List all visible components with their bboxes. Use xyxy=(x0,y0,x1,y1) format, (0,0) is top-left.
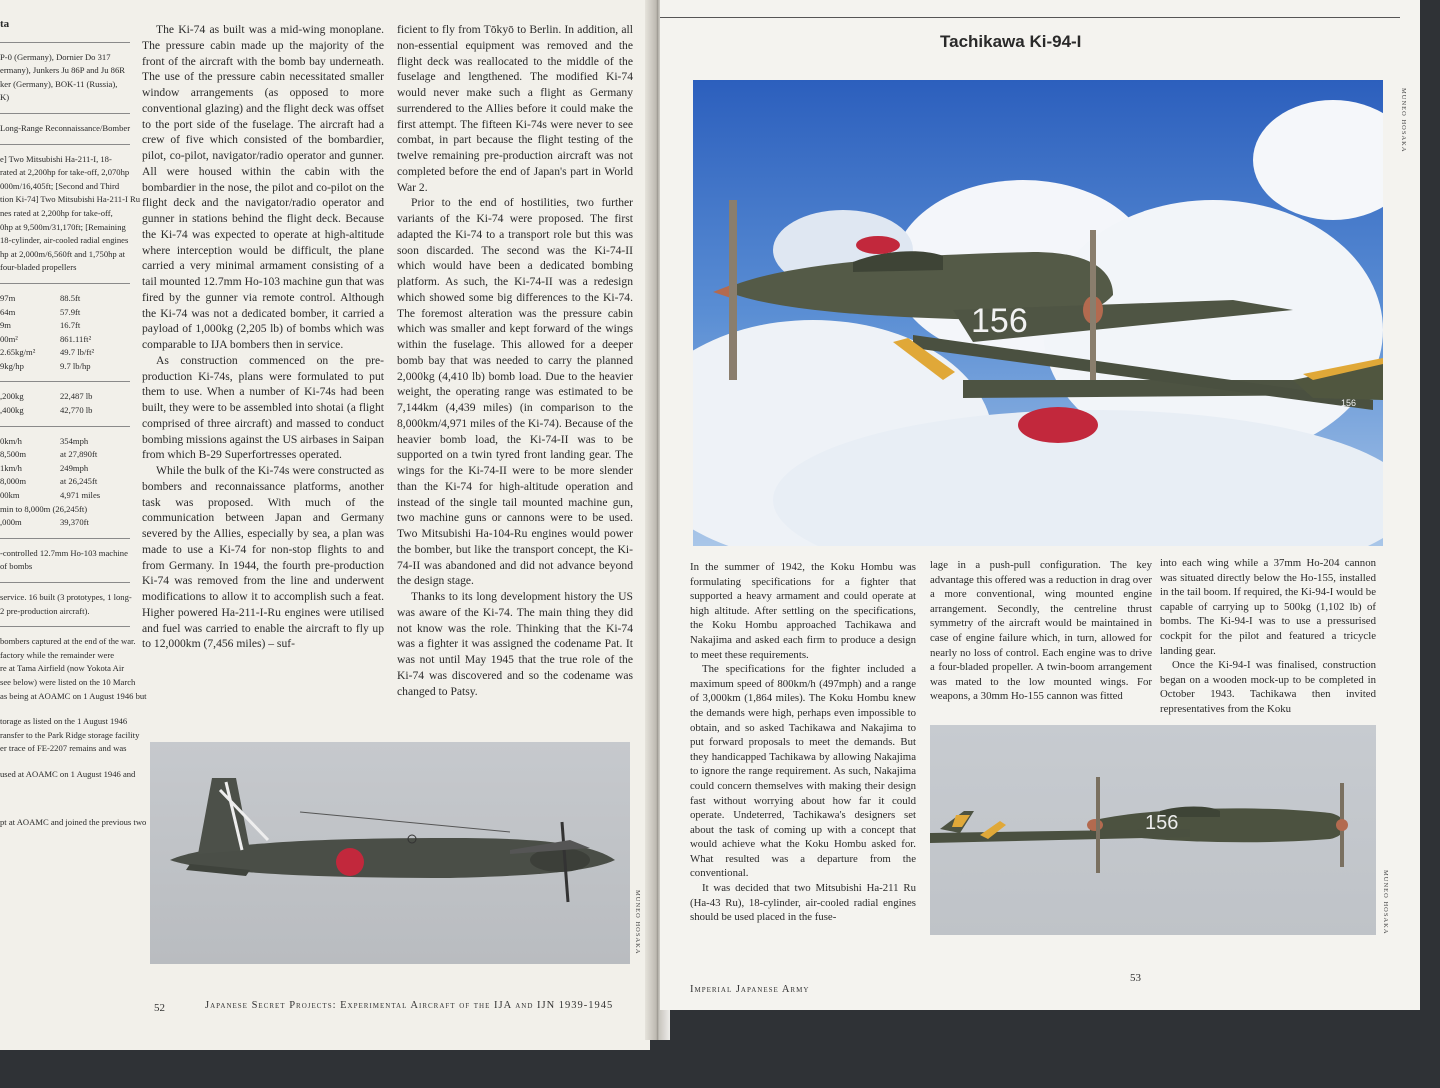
spec-performance-row-cell: 249mph xyxy=(60,462,89,473)
spec-performance-row-cell: 1km/h xyxy=(0,462,22,473)
spec-fate-line: see below) were listed on the 10 March xyxy=(0,676,136,687)
aircraft-number: 156 xyxy=(971,302,1028,340)
spec-weight-row-cell: ,400kg xyxy=(0,405,24,416)
spec-dimension-row xyxy=(0,333,130,347)
spec-performance-row-cell: ,000m xyxy=(0,517,22,528)
ki-94-side-photo xyxy=(930,725,1376,935)
spec-weight-row xyxy=(0,390,130,404)
spec-performance-row-cell: 39,370ft xyxy=(60,517,89,528)
spec-performance-row xyxy=(0,475,130,489)
photo-credit-bottom: MUNEO HOSAKA xyxy=(1382,870,1389,935)
spec-performance-row-cell: 8,500m xyxy=(0,449,27,460)
spec-engine-line: four-bladed propellers xyxy=(0,262,77,273)
paragraph: ficient to fly from Tōkyō to Berlin. In addition, all non-essential equipment was removed and the flight deck was reallocated to the middle of the fuselage and lengthened. The modified Ki-74 would never make such a flight as Germany surrendered to the Allies before it could make the first attempt. The fifteen Ki-74s were never to see combat, in part because the flight testing of the twelve remaining pre-production aircraft was not completed before the end of Japan's part in World War 2. xyxy=(397,23,633,194)
spec-fate-line: factory while the remainder were xyxy=(0,649,115,660)
spec-performance-row xyxy=(0,516,130,530)
spec-performance-row-cell: min to 8,000m (26,245ft) xyxy=(0,503,88,514)
spec-engine-line: e] Two Mitsubishi Ha-211-I, 18- xyxy=(0,153,112,164)
spec-dimension-row-cell: 9.7 lb/hp xyxy=(60,360,91,371)
left-page xyxy=(0,0,650,1050)
spec-header: ta xyxy=(0,18,10,30)
ki-74-photo xyxy=(150,742,630,964)
spec-sidebar xyxy=(0,14,147,829)
spec-dimension-row xyxy=(0,306,130,320)
spec-line: ermany), Junkers Ju 86P and Ju 86R xyxy=(0,65,125,76)
paragraph: lage in a push-pull configuration. The key advantage this offered was a reduction in drag over a more conventional, wing mounted engine arrangement. Secondly, the centreline thrust symmetry of the aircraft would be maintained in case of engine failure which, in turn, allowed for nearly no loss of control. Each engine was to drive a four-bladed propeller. A twin-boom arrangement was mated to the low mounted wings. For weapons, a 30mm Ho-155 cannon was fitted xyxy=(930,559,1152,703)
spec-dimension-row-cell: 88.5ft xyxy=(60,292,81,303)
spec-engine-line: 0hp at 9,500m/31,170ft; [Remaining xyxy=(0,221,126,232)
spec-performance-row-cell: 8,000m xyxy=(0,476,27,487)
spec-weight-row-cell: ,200kg xyxy=(0,391,24,402)
spec-dimension-row-cell: 57.9ft xyxy=(60,306,81,317)
spec-dimension-row xyxy=(0,319,130,333)
spec-performance-row-cell: 354mph xyxy=(60,435,89,446)
spec-line: ker (Germany), BOK-11 (Russia), xyxy=(0,78,118,89)
tail-number: 156 xyxy=(1341,398,1357,408)
spec-fate-4: pt at AOAMC and joined the previous two xyxy=(0,816,147,827)
spec-fate-line: ransfer to the Park Ridge storage facility xyxy=(0,729,140,740)
spec-role: Long-Range Reconnaissance/Bomber xyxy=(0,122,131,133)
paragraph: Prior to the end of hostilities, two further variants of the Ki-74 were proposed. The first adapted the Ki-74 to a transport role but this was soon discarded. The second was the Ki-74-II which would have been a dedicated bombing platform. As such, the Ki-74-II was a redesign which showed some big differences to the Ki-74. The foremost alteration was the pressure cabin which was smaller and kept forward of the wings within the fuselage. This allowed for a deeper bomb bay that was needed to carry the planned 2,000kg (4,410 lb) bomb load. Due to the heavier weight, the operating range was estimated to be 7,144km (4,439 miles) (in comparison to the 8,000km/4,971 miles of the Ki-74). Because of the heavier bomb load, the Ki-74-II was to be supported on a twin tyred front landing gear. The wings for the Ki-74-II were to be more slender than the Ki-74 for high-altitude operation and instead of the single tail mounted machine gun, two machine guns or cannons were to be used. Two Mitsubishi Ha-104-Ru engines would power the bomber, but like the transport concept, the Ki-74-II was abandoned and did not advance beyond the design stage. xyxy=(397,196,633,588)
page-number-right: 53 xyxy=(1130,972,1141,984)
photo-credit-left: MUNEO HOSAKA xyxy=(634,890,641,955)
paragraph: While the bulk of the Ki-74s were constructed as bombers and reconnaissance platforms, another task was proposed. With much of the communication between Japan and Germany severed by the Allies, especially by sea, a plan was made to use a Ki-74 for non-stop flights to and from Germany. In 1944, the fourth pre-production Ki-74 was removed from the line and underwent modifications to allow it to accomplish such a feat. Higher powered Ha-211-I-Ru engines were utilised and fuel was carried to enable the aircraft to fly up to 12,000km (7,456 miles) – suf- xyxy=(142,464,384,651)
spec-performance-row-cell: 00km xyxy=(0,490,20,501)
spec-engine-line: tion Ki-74] Two Mitsubishi Ha-211-I Ru xyxy=(0,194,140,205)
spec-performance-row xyxy=(0,448,130,462)
paragraph: Once the Ki-94-I was finalised, construction began on a wooden mock-up to be completed in October 1943. Tachikawa then invited representatives from the Koku xyxy=(1160,659,1376,715)
spec-fate-line: bombers captured at the end of the war. xyxy=(0,636,136,647)
paragraph: The specifications for the fighter included a maximum speed of 800km/h (497mph) and a range of 3,000km (1,864 miles). The Koku Hombu knew the demands were high, perhaps even impossible to obtain, and so asked Tachikawa and Nakajima to put forward proposals to meet the demands. But they handicapped Tachikawa by allowing Nakajima to ignore the range requirement. As such, Nakajima could concern themselves with making their design fast without worrying about how far it could operate. Undeterred, Tachikawa's designers set about the task of coming up with a concept that would achieve what the Koku Hombu asked for. What resulted was a departure from the conventional. xyxy=(690,663,916,880)
ki-94-main-photo xyxy=(693,80,1383,546)
spec-armament-line: -controlled 12.7mm Ho-103 machine xyxy=(0,547,128,558)
spec-performance-row xyxy=(0,462,130,476)
spec-fate-line: re at Tama Airfield (now Yokota Air xyxy=(0,663,125,674)
spec-performance-row xyxy=(0,435,130,449)
spec-engine-line: rated at 2,200hp for take-off, 2,070hp xyxy=(0,167,130,178)
ki-94-flight-illustration xyxy=(693,80,1383,546)
spec-performance-row-cell: 4,971 miles xyxy=(60,490,101,501)
running-title-left: Japanese Secret Projects: Experimental Aircraft of the IJA and IJN 1939-1945 xyxy=(205,1000,614,1011)
spec-dimension-row-cell: 49.7 lb/ft² xyxy=(60,347,95,358)
spec-dimension-row xyxy=(0,360,130,374)
spec-dimension-row xyxy=(0,346,130,360)
spec-engine-line: nes rated at 2,200hp for take-off, xyxy=(0,207,113,218)
left-column-2 xyxy=(397,22,633,699)
photo-credit-top: MUNEO HOSAKA xyxy=(1400,88,1407,153)
right-column-3 xyxy=(1160,556,1376,717)
right-column-1 xyxy=(690,560,916,925)
spec-fate-3: used at AOAMC on 1 August 1946 and xyxy=(0,768,136,779)
spec-weight-row xyxy=(0,404,130,418)
spec-dimension-row-cell: 97m xyxy=(0,292,16,303)
spec-performance-row-cell: at 27,890ft xyxy=(60,449,98,460)
spec-performance-row xyxy=(0,503,130,517)
paragraph: The Ki-74 as built was a mid-wing monoplane. The pressure cabin made up the majority of the front of the aircraft with the bomb bay underneath. The use of the pressure cabin necessitated smaller window arrangements (as opposed to more conventional glazing) and the flight deck was offset to the port side of the fuselage. The aircraft had a crew of five which consisted of the bombardier, pilot, co-pilot, navigator/radio operator and gunner. All were housed within the cabin with the bombardier in the nose, the pilot and co-pilot on the flight deck and the navigator/radio operator and gunner in stations behind the flight deck. Because the Ki-74 was expected to operate at high-altitude where interception would be difficult, the plane carried a very minimal armament consisting of a tail mounted 12.7mm Ho-103 machine gun that was fired by the gunner via remote control. Although the Ki-74 was not a dedicated bomber, it carried a payload of 1,000kg (2,205 lb) of bombs which was comparable to IJA bombers then in service. xyxy=(142,23,384,351)
spec-fate-line: torage as listed on the 1 August 1946 xyxy=(0,716,128,727)
spec-armament-line: of bombs xyxy=(0,561,33,572)
spec-performance-row-cell: 0km/h xyxy=(0,435,22,446)
ki-94-side-illustration xyxy=(930,725,1376,935)
spec-service-line: service. 16 built (3 prototypes, 1 long- xyxy=(0,592,132,602)
left-column-1 xyxy=(142,22,384,652)
spec-engine-line: 000m/16,405ft; [Second and Third xyxy=(0,180,120,191)
spec-engine-line: 18-cylinder, air-cooled radial engines xyxy=(0,235,129,246)
side-aircraft-number: 156 xyxy=(1145,812,1179,834)
paragraph: In the summer of 1942, the Koku Hombu was formulating specifications for a fighter that supported a heavy armament and could operate at high altitude. After settling on the specifications, the Koku Hombu approached Tachikawa and Nakajima and asked each firm to produce a design to meet these requirements. xyxy=(690,561,916,661)
spec-service-line: 2 pre-production aircraft). xyxy=(0,605,90,616)
spec-dimension-row-cell: 9kg/hp xyxy=(0,360,24,371)
spec-fate-line: as being at AOAMC on 1 August 1946 but xyxy=(0,690,147,701)
page-number-left: 52 xyxy=(154,1002,165,1014)
spec-dimension-row-cell: 64m xyxy=(0,306,16,317)
spec-weight-row-cell: 22,487 lb xyxy=(60,391,93,402)
spec-dimension-row xyxy=(0,292,130,306)
ki-74-aircraft-illustration xyxy=(150,742,630,964)
running-title-right: Imperial Japanese Army xyxy=(690,984,810,995)
spec-engine-line: hp at 2,000m/6,560ft and 1,750hp at xyxy=(0,248,126,259)
right-column-2 xyxy=(930,558,1152,704)
spec-line: K) xyxy=(0,92,10,103)
spec-line: P-0 (Germany), Dornier Do 317 xyxy=(0,51,111,62)
paragraph: into each wing while a 37mm Ho-204 cannon was situated directly below the Ho-155, installed in the tail boom. If required, the Ki-94-I would be capable of carrying up to 500kg (1,102 lb) of bombs. The Ki-94-I was to use a pressurised cockpit for the pilot and featured a tricycle landing gear. xyxy=(1160,557,1376,657)
paragraph: It was decided that two Mitsubishi Ha-211 Ru (Ha-43 Ru), 18-cylinder, air-cooled radial engines should be used placed in the fuse- xyxy=(690,882,916,924)
spec-dimension-row-cell: 9m xyxy=(0,320,11,331)
spec-performance-row-cell: at 26,245ft xyxy=(60,476,98,487)
paragraph: As construction commenced on the pre-production Ki-74s, plans were formulated to put them to use. When a number of Ki-74s had been built, they were to be assembled into shotai (a flight comprised of three aircraft) and massed to conduct bombing missions against the US airbases in Saipan from which B-29 Superfortresses operated. xyxy=(142,353,384,462)
spec-dimension-row-cell: 16.7ft xyxy=(60,320,81,331)
spec-fate-line: er trace of FE-2207 remains and was xyxy=(0,743,127,754)
spec-weight-row-cell: 42,770 lb xyxy=(60,405,93,416)
paragraph: Thanks to its long development history the US was aware of the Ki-74. The main thing they did not know was the role. Thinking that the Ki-74 was a fighter it was assigned the codename Pat. It was not until May 1945 that the true role of the Ki-74 was discovered and so the codename was changed to Patsy. xyxy=(397,590,633,698)
right-page xyxy=(660,0,1420,1010)
article-title: Tachikawa Ki-94-I xyxy=(940,32,1082,51)
spec-dimension-row-cell: 861.11ft² xyxy=(60,333,92,344)
spec-dimension-row-cell: 2.65kg/m² xyxy=(0,347,36,358)
spec-performance-row xyxy=(0,489,130,503)
spec-dimension-row-cell: 00m² xyxy=(0,333,18,344)
